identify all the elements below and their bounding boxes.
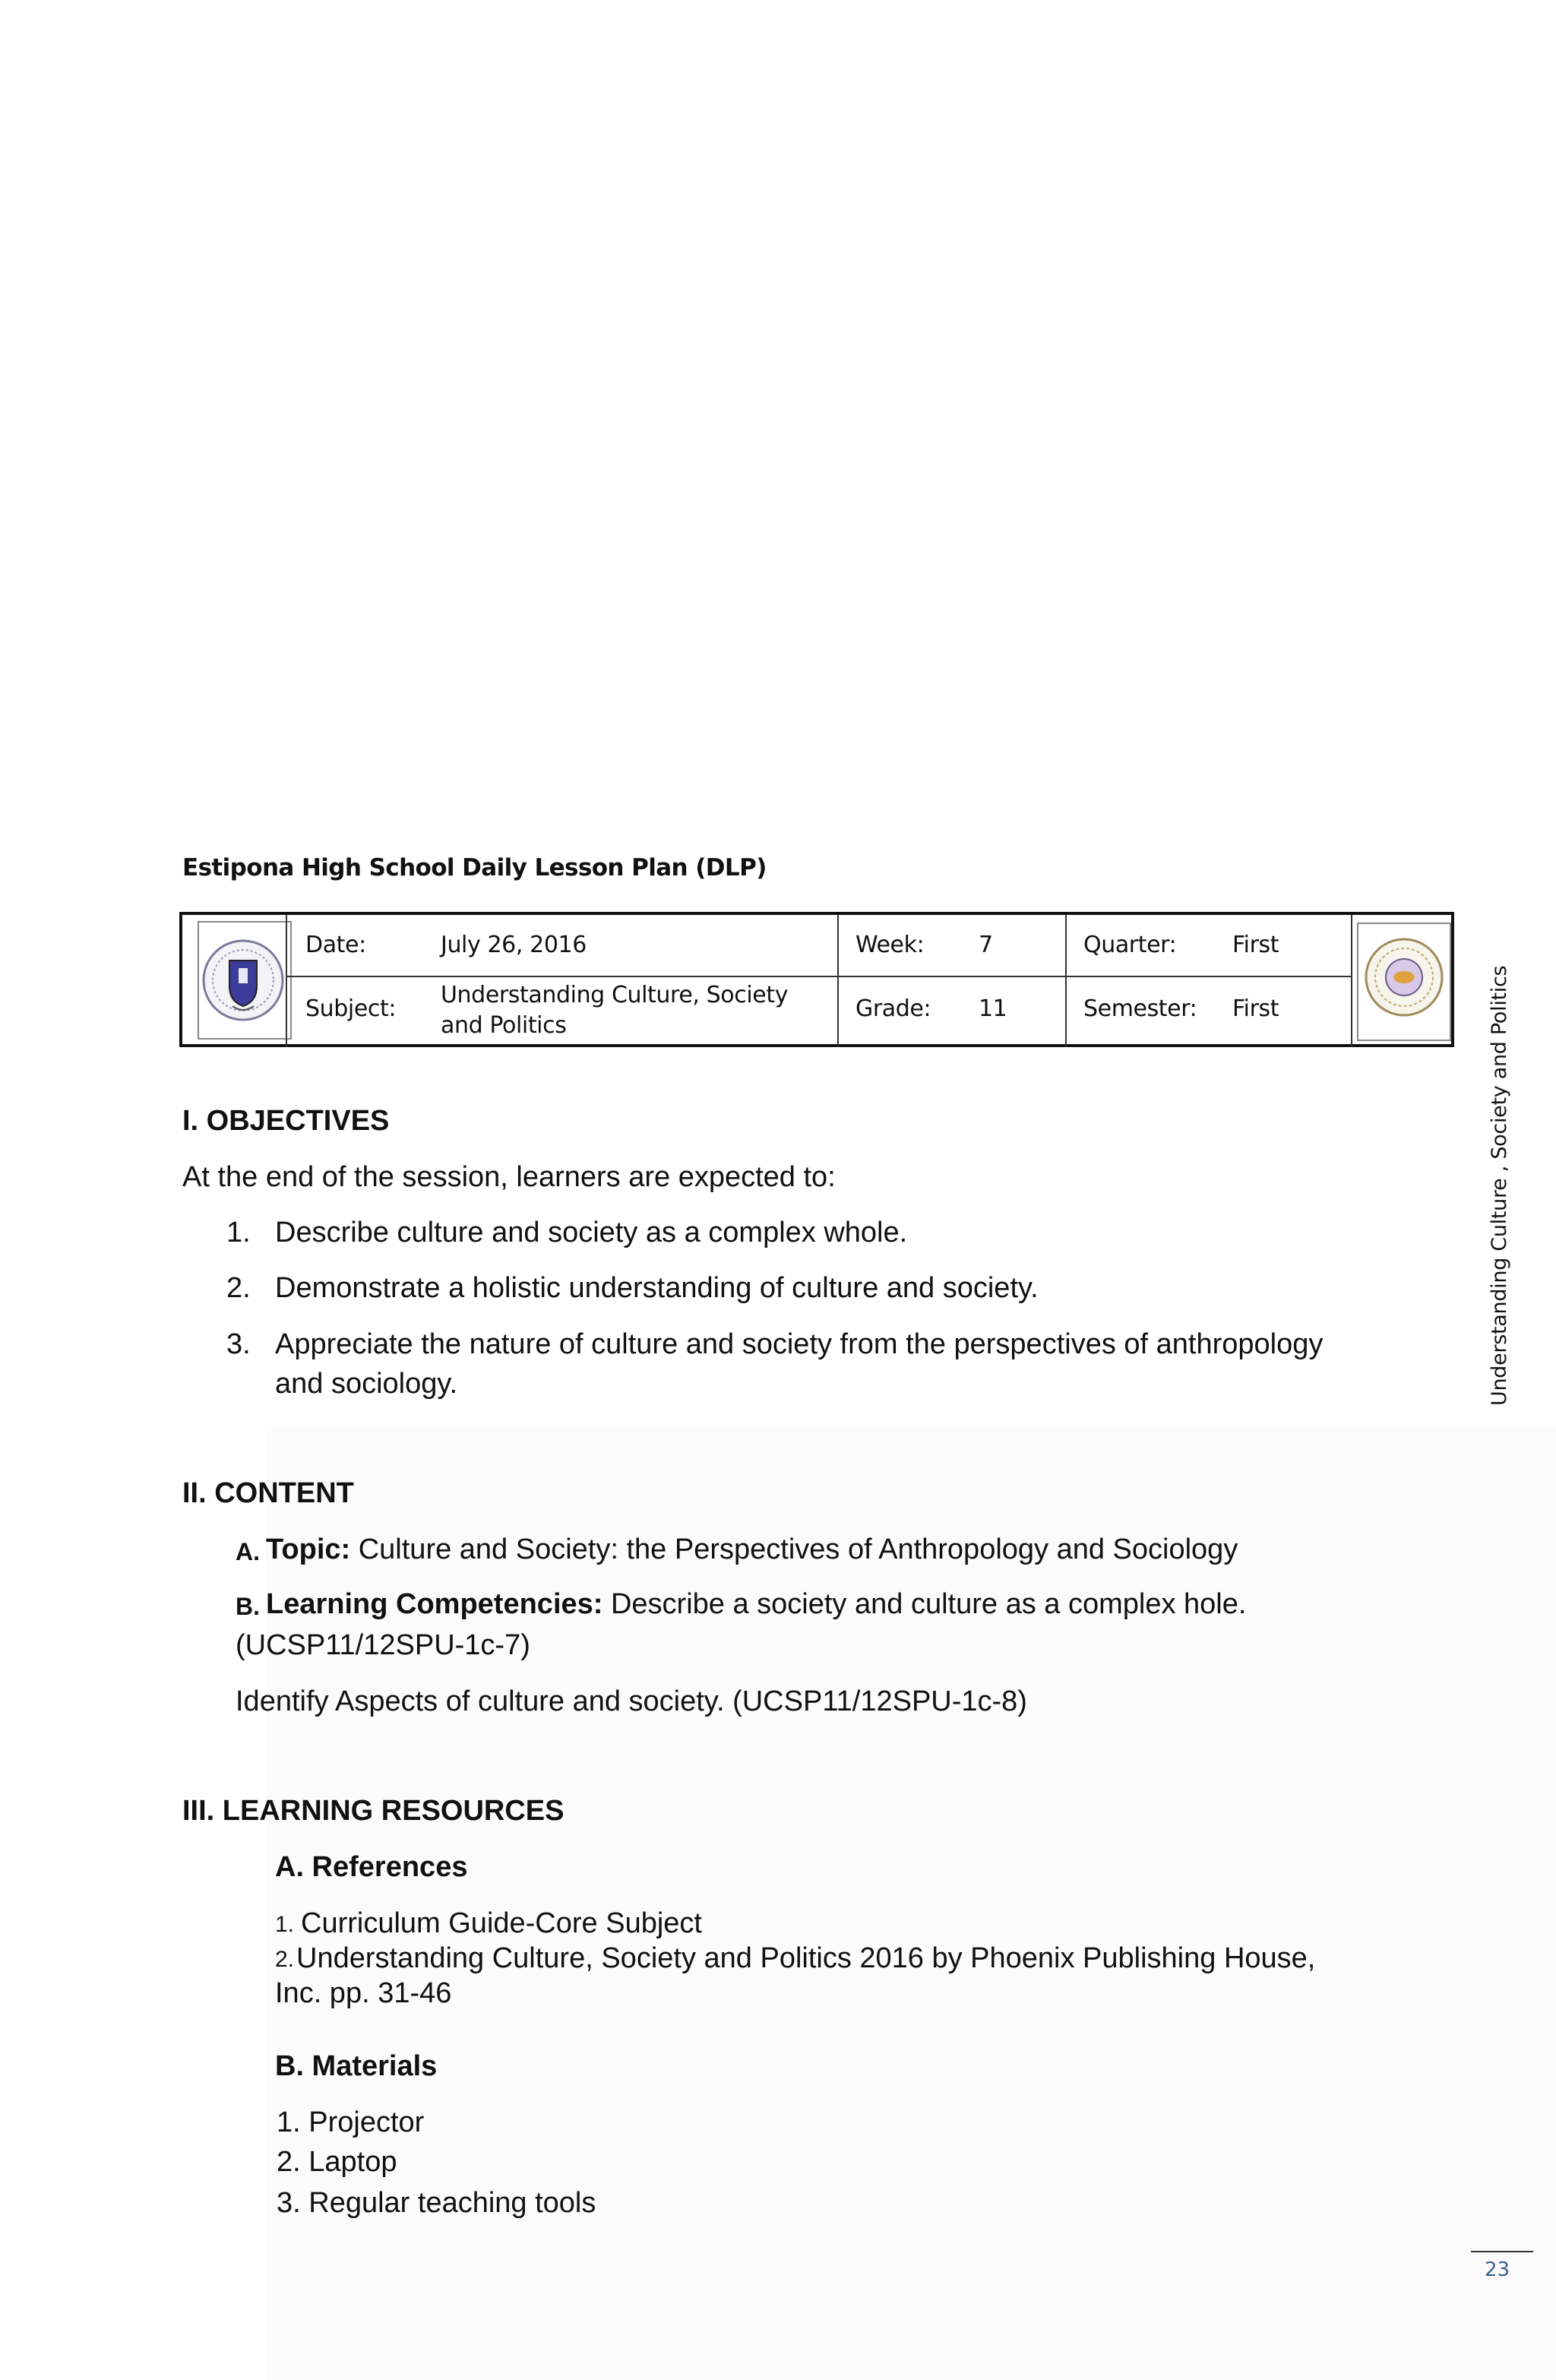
reference-item: Understanding Culture, Society and Politics 2016 by Phoenix Publishing House, (296, 1942, 1316, 1974)
competencies-line (266, 1588, 1246, 1621)
grade-label: Grade: (855, 995, 931, 1022)
reference-item-continued: Inc. pp. 31-46 (275, 1977, 452, 2009)
grade-value: 11 (979, 995, 1007, 1022)
objective-number: 3. (226, 1328, 251, 1360)
content-heading: II. CONTENT (182, 1477, 354, 1509)
col-divider (1065, 915, 1067, 1047)
objective-number: 2. (226, 1272, 251, 1304)
objective-item: Demonstrate a holistic understanding of culture and society. (275, 1272, 1039, 1304)
page-number: 23 (1485, 2258, 1510, 2281)
competency-code: (UCSP11/12SPU-1c-7) (236, 1629, 530, 1661)
material-item: 1. Projector (277, 2106, 425, 2138)
page-tint (266, 1429, 1556, 2380)
header-table (179, 912, 1454, 1047)
subject-value-line2: and Politics (441, 1012, 567, 1039)
reference-item: Curriculum Guide-Core Subject (301, 1907, 702, 1939)
competencies-text: Describe a society and culture as a complex hole. (602, 1588, 1247, 1620)
week-value: 7 (979, 932, 993, 958)
resources-heading: III. LEARNING RESOURCES (182, 1795, 565, 1827)
quarter-value: First (1232, 932, 1279, 958)
page-number-rule (1471, 2251, 1533, 2252)
objective-item: Appreciate the nature of culture and society from the perspectives of anthropology (275, 1328, 1324, 1360)
competencies-letter: B. (236, 1593, 260, 1620)
quarter-label: Quarter: (1083, 932, 1177, 958)
subject-label: Subject: (305, 995, 397, 1022)
week-label: Week: (855, 932, 925, 958)
identify-aspects: Identify Aspects of culture and society. (UCSP11/12SPU-1c-8) (236, 1685, 1027, 1717)
topic-text: Culture and Society: the Perspectives of Anthropology and Sociology (350, 1533, 1238, 1565)
school-seal-logo (1357, 923, 1451, 1041)
semester-label: Semester: (1083, 995, 1197, 1022)
topic-line (266, 1533, 1238, 1566)
semester-value: First (1232, 995, 1279, 1022)
references-heading: A. References (275, 1851, 468, 1883)
date-value: July 26, 2016 (441, 932, 587, 958)
date-label: Date: (305, 932, 366, 958)
objective-item: Describe culture and society as a complex whole. (275, 1217, 908, 1249)
col-divider (837, 915, 839, 1047)
reference-number: 2. (275, 1947, 295, 1972)
material-item: 3. Regular teaching tools (277, 2187, 596, 2219)
subject-value-line1: Understanding Culture, Society (441, 982, 789, 1008)
topic-label: Topic: (266, 1533, 351, 1565)
objectives-intro: At the end of the session, learners are expected to: (182, 1161, 836, 1193)
topic-letter: A. (236, 1538, 260, 1565)
objectives-heading: I. OBJECTIVES (182, 1105, 390, 1137)
reference-number: 1. (275, 1912, 295, 1937)
side-running-title: Understanding Culture , Society and Politics (1488, 965, 1511, 1406)
objective-item-continued: and sociology. (275, 1368, 458, 1400)
materials-heading: B. Materials (275, 2050, 438, 2082)
objective-number: 1. (226, 1217, 251, 1249)
material-item: 2. Laptop (277, 2146, 397, 2178)
header-grid (286, 915, 1352, 1047)
competencies-label: Learning Competencies: (266, 1588, 603, 1620)
document-title: Estipona High School Daily Lesson Plan (DLP) (182, 854, 767, 881)
deped-seal-logo (198, 921, 292, 1040)
